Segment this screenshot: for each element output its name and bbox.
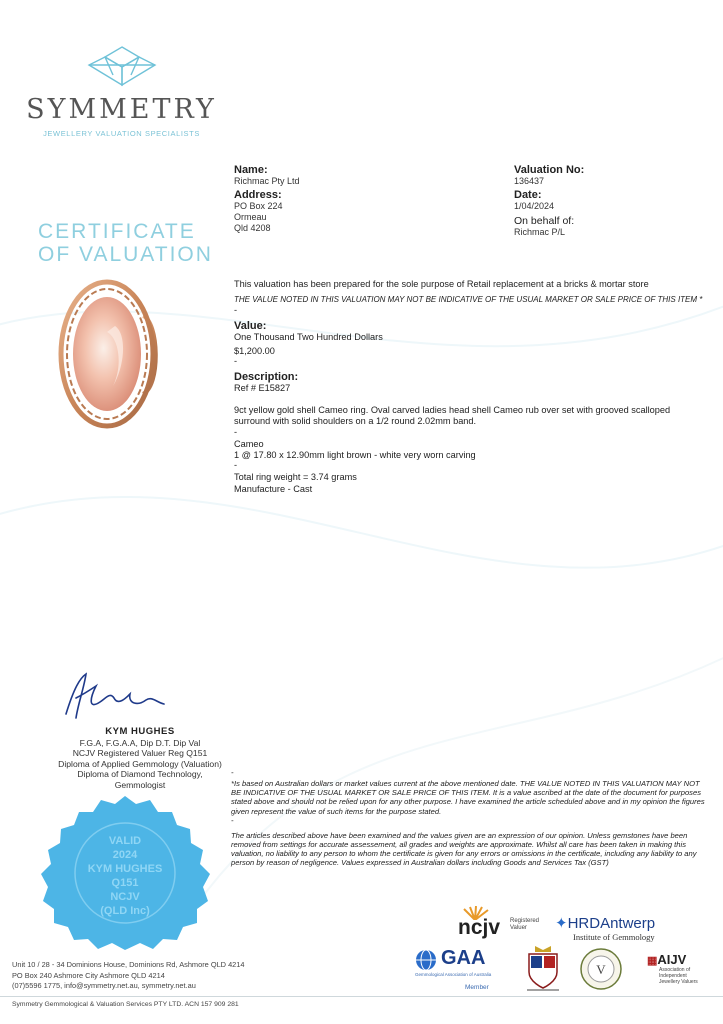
footer-contact: (07)5596 1775, info@symmetry.net.au, symmetry.net.au <box>12 981 196 990</box>
separator-dash: - <box>231 768 234 777</box>
aijv-sub3: Jewellery Valuers <box>659 979 698 985</box>
hrd-star-icon: ✦ <box>555 915 568 932</box>
star-footnote: *Is based on Australian dollars or market values current at the above mentioned date. THE VALUE NOTED IN THIS VALUATION MAY NOT BE INDICATIVE OF THE USUAL MARKET OR SALE PRICE OF THIS ITEM. It is a value ascribed at the date of the document for purposes stated above and should not be relied upon for any other purpose. I have examined the article scheduled above and in my opinion the figures given represent the value of such items for the purpose stated. <box>231 779 705 816</box>
seal-reg: Q151 <box>111 877 139 889</box>
gaa-logo <box>413 947 503 995</box>
aijv-logo <box>647 952 709 985</box>
address-line3: Qld 4208 <box>234 223 271 233</box>
date-label: Date: <box>514 189 542 201</box>
diamond-logo-icon <box>87 45 157 87</box>
valuation-date: 1/04/2024 <box>514 201 555 211</box>
valuation-number-label: Valuation No: <box>514 164 585 176</box>
separator-dash: - <box>231 815 234 825</box>
description-text: 9ct yellow gold shell Cameo ring. Oval carved ladies head shell Cameo rub over set with grooved scalloped surround with solid shoulders on a 1/2 round 2.02mm band. <box>234 404 671 427</box>
value-amount: $1,200.00 <box>234 345 275 356</box>
brand-block <box>0 45 243 138</box>
brand-name: SYMMETRY <box>26 94 217 125</box>
valuation-number: 136437 <box>514 176 545 186</box>
signer-line2: NCJV Registered Valuer Reg Q151 <box>72 748 208 758</box>
signer-line1: F.G.A, F.G.A.A, Dip D.T. Dip Val <box>79 737 201 748</box>
v-mark: V <box>596 962 606 977</box>
on-behalf-label: On behalf of: <box>514 215 575 227</box>
aijv-sub1: Association of <box>659 967 691 973</box>
certificate-title <box>38 220 213 266</box>
gaa-member: Member <box>465 984 489 991</box>
aijv-text: AIJV <box>657 952 687 967</box>
valuation-body <box>234 279 704 495</box>
valuation-info <box>514 164 714 238</box>
reference-number: Ref # E15827 <box>234 383 291 394</box>
seal-qld: (QLD Inc) <box>100 905 150 917</box>
separator-dash: - <box>234 426 238 437</box>
signer-line3: Diploma of Applied Gemmology (Valuation) <box>58 758 222 769</box>
seal-year: 2024 <box>112 849 138 861</box>
seal-name: KYM HUGHES <box>87 863 163 875</box>
ncjv-text: ncjv <box>458 916 501 939</box>
seal-ncjv: NCJV <box>110 891 140 903</box>
ring-weight: Total ring weight = 3.74 grams <box>234 472 357 483</box>
gaa-globe-icon <box>415 949 437 971</box>
separator-dash: - <box>234 460 238 471</box>
description-label: Description: <box>234 371 299 384</box>
footer-company: Symmetry Gemmological & Valuation Services PTY LTD. ACN 157 909 281 <box>12 1001 239 1008</box>
signer-name: KYM HUGHES <box>105 726 175 737</box>
certificate-title-line2: OF VALUATION <box>38 243 213 266</box>
stone-heading: Cameo <box>234 438 264 449</box>
crest-logo-icon <box>525 944 561 992</box>
ncjv-sub1: Registered <box>510 918 540 924</box>
seal-valid: VALID <box>108 835 142 847</box>
footer-address <box>12 960 245 992</box>
v-badge-logo <box>580 948 622 990</box>
value-label: Value: <box>234 319 267 332</box>
ring-photo <box>55 276 167 432</box>
articles-footnote: The articles described above have been examined and the values given are an expression of our opinion. Unless gemstones have been removed from settings for accurate assessement, all grades and weights are approximate. Whilst all care has been taken in making this valuation, no liability to any person to whom the certificate is given for any errors or omissions in the certificate, including any liability to any person by reason of negligence. Values expressed in Australian dollars including Goods and Services Tax (GST) <box>231 830 697 868</box>
client-info <box>234 164 484 234</box>
manufacture: Manufacture - Cast <box>234 483 313 494</box>
client-name: Richmac Pty Ltd <box>234 176 300 186</box>
brand-tagline: JEWELLERY VALUATION SPECIALISTS <box>43 129 200 138</box>
signature <box>60 668 170 724</box>
hrd-text: HRDAntwerp <box>567 915 656 932</box>
signer-block <box>20 727 260 790</box>
signer-line5: Gemmologist <box>114 779 166 790</box>
on-behalf-value: Richmac P/L <box>514 227 566 237</box>
purpose-text: This valuation has been prepared for the sole purpose of Retail replacement at a bricks & mortar store <box>234 279 649 289</box>
separator-dash: - <box>234 356 238 367</box>
aijv-grid-icon: ▦ <box>647 955 658 967</box>
value-words: One Thousand Two Hundred Dollars <box>234 332 383 343</box>
footer-divider <box>0 996 723 997</box>
footer-address-line1: Unit 10 / 28 - 34 Dominions House, Dominions Rd, Ashmore QLD 4214 <box>12 960 245 969</box>
stone-detail: 1 @ 17.80 x 12.90mm light brown - white very worn carving <box>234 450 476 461</box>
hrd-logo <box>555 914 715 942</box>
disclaimer-text: THE VALUE NOTED IN THIS VALUATION MAY NOT BE INDICATIVE OF THE USUAL MARKET OR SALE PRICE OF THIS ITEM * <box>234 295 703 305</box>
gaa-text: GAA <box>441 947 486 969</box>
address-line1: PO Box 224 <box>234 201 283 211</box>
aijv-sub2: Independent <box>659 973 687 979</box>
address-label: Address: <box>234 189 282 201</box>
separator-dash: - <box>234 304 238 315</box>
footnotes <box>231 768 707 868</box>
certificate-title-line1: CERTIFICATE <box>38 220 196 243</box>
address-line2: Ormeau <box>234 212 267 222</box>
name-label: Name: <box>234 164 268 176</box>
ncjv-sub2: Valuer <box>510 925 527 931</box>
gaa-sub: Gemmological Association of Australia <box>415 972 492 977</box>
hrd-sub: Institute of Gemmology <box>573 932 655 942</box>
footer-address-line2: PO Box 240 Ashmore City Ashmore QLD 4214 <box>12 970 165 980</box>
signer-line4: Diploma of Diamond Technology, <box>77 769 203 779</box>
ncjv-logo <box>458 906 548 940</box>
valuer-seal <box>32 792 218 960</box>
